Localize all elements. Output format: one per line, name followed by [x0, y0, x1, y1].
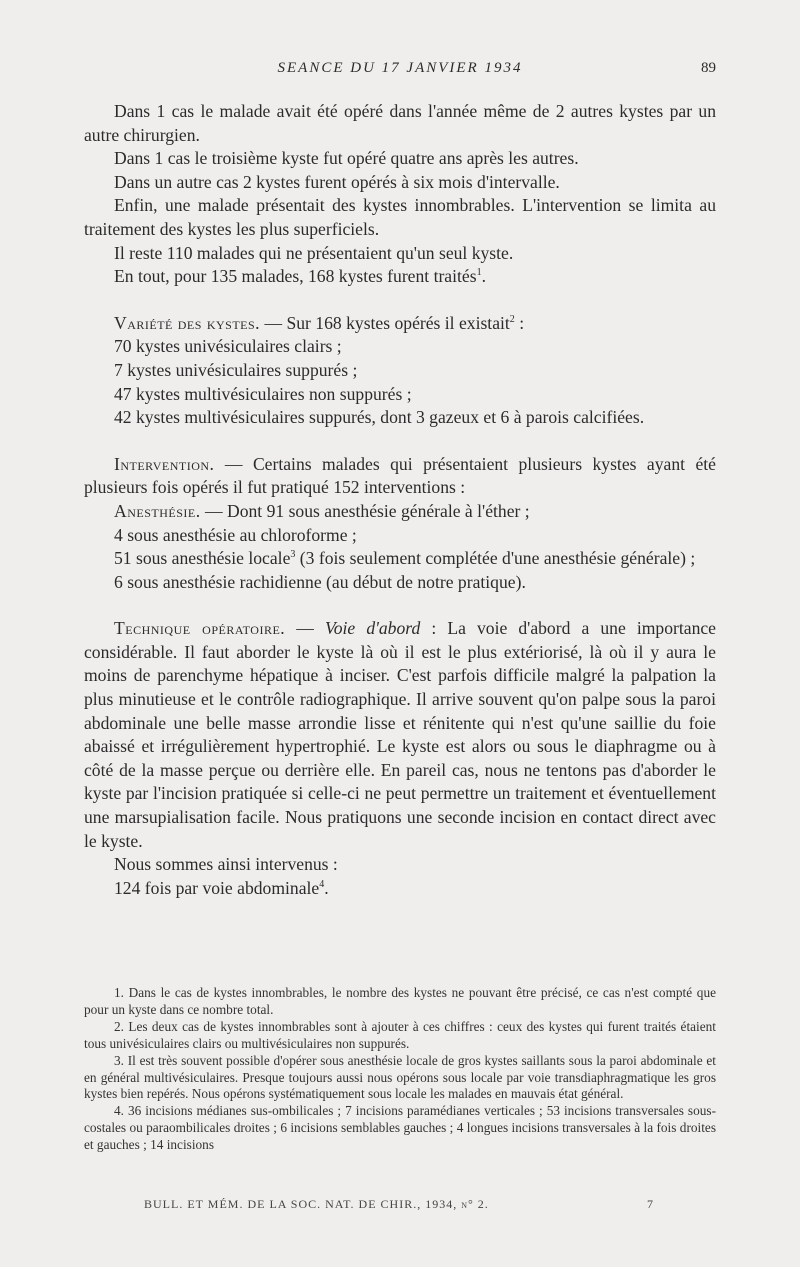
technique-line-3-a: 124 fois par voie abdominale: [114, 877, 320, 898]
anesthesie-line-3: [84, 547, 716, 571]
variete-paragraph: [84, 312, 716, 336]
intervention-paragraph: [84, 453, 716, 500]
technique-paragraph: [84, 617, 716, 853]
variete-item-1: 70 kystes univésiculaires clairs ;: [114, 336, 342, 357]
section-gap: [84, 289, 716, 312]
footnote-ref-2: 2: [509, 313, 515, 325]
signature-mark: 7: [647, 1197, 654, 1211]
technique-line-3: [84, 877, 716, 901]
paragraph-5: Il reste 110 malades qui ne présentaient qu'un seul kyste.: [114, 242, 514, 263]
variete-heading: Variété des kystes.: [114, 312, 261, 333]
variete-item-3: 47 kystes multivésiculaires non suppurés ;: [114, 383, 412, 404]
anesthesie-paragraph: [84, 500, 716, 524]
footnote-2: 2. Les deux cas de kystes innombrables sont à ajouter à ces chiffres : ceux des kystes qui furent traités étaient tous univésiculaires clairs ou multivésiculaires non suppurés.: [84, 1018, 716, 1051]
footnote-4: 4. 36 incisions médianes sus-ombilicales ; 7 incisions paramédianes verticales ; 53 incisions transversales sous-costales ou paraombilicales droites ; 6 incisions semblables gauches ; 4 longues incisions transversales à la fois droites et gauches ; 14 incisions: [84, 1103, 716, 1153]
paragraph-6: En tout, pour 135 malades, 168 kystes furent traités$^1$.: [114, 266, 486, 287]
technique-heading: Technique opératoire.: [114, 618, 286, 639]
footnotes: [84, 985, 716, 1154]
intervention-text: — Certains malades qui présentaient plusieurs kystes ayant été plusieurs fois opérés il fut pratiqué 152 interventions :: [84, 453, 716, 498]
journal-citation: BULL. ET MÉM. DE LA SOC. NAT. DE CHIR., 1934, n° 2.: [144, 1197, 489, 1211]
footnote-ref-3: 3: [290, 549, 296, 561]
technique-line-2: Nous sommes ainsi intervenus :: [114, 854, 338, 875]
footnote-ref-1: 1: [476, 267, 482, 279]
technique-dash: —: [285, 618, 325, 639]
anesthesie-heading: Anesthésie.: [114, 500, 201, 521]
anesthesie-line-4: 6 sous anesthésie rachidienne (au début de notre pratique).: [114, 571, 526, 592]
paragraph-1: Dans 1 cas le malade avait été opéré dans l'année même de 2 autres kystes par un autre chirurgien.: [84, 101, 716, 145]
intervention-heading: Intervention.: [114, 453, 215, 474]
anesthesie-text: — Dont 91 sous anesthésie générale à l'éther ;: [200, 500, 530, 521]
paragraph-3: Dans un autre cas 2 kystes furent opérés à six mois d'intervalle.: [114, 171, 560, 192]
footnote-ref-4: 4: [319, 878, 325, 890]
variete-item-4: 42 kystes multivésiculaires suppurés, dont 3 gazeux et 6 à parois calcifiées.: [114, 407, 645, 428]
variete-item-2: 7 kystes univésiculaires suppurés ;: [114, 359, 358, 380]
footnote-3: 3. Il est très souvent possible d'opérer sous anesthésie locale de gros kystes saillants sous la paroi abdominale et en général multivésiculaires. Presque toujours aussi nous opérons sous locale par voie transdiaphragmatique les gros kystes bien repérés. Nous opérons systématiquement sous locale les malades en mauvais état général.: [84, 1052, 716, 1102]
paragraph-2: Dans 1 cas le troisième kyste fut opéré quatre ans après les autres.: [114, 148, 579, 169]
paragraph-4: Enfin, une malade présentait des kystes innombrables. L'intervention se limita au traitement des kystes les plus superficiels.: [84, 195, 716, 239]
variete-intro-end: :: [514, 312, 525, 333]
technique-text: : La voie d'abord a une importance considérable. Il faut aborder le kyste là où il est le plus extériorisé, là où il y aura le moins de parenchyme hépatique à inciser. C'est parfois difficile malgré la palpation la plus minutieuse et le contrôle radiographique. Il arrive souvent qu'on palpe sous la paroi abdominale une belle masse arrondie lisse et rénitente qui n'est qu'une saillie du foie abaissé et irrégulièrement hypertrophié. Le kyste est alors ou sous le diaphragme ou à côté de la masse perçue ou derrière elle. En pareil cas, nous ne tentons pas d'aborder le kyste par l'incision pratiquée si celle-ci ne peut permettre un traitement et éventuellement une marsupialisation facile. Nous pratiquons une seconde incision en contact direct avec le kyste.: [84, 618, 716, 851]
footnote-1: 1. Dans le cas de kystes innombrables, le nombre des kystes ne pouvant être précisé, ce cas n'est compté que pour un kyste dans ce nombre total.: [84, 985, 716, 1017]
paragraph-6-text: En tout, pour 135 malades, 168 kystes furent traités: [114, 266, 477, 287]
section-gap: [84, 594, 716, 617]
variete-intro: — Sur 168 kystes opérés il existait: [260, 312, 510, 333]
running-head: [84, 60, 716, 82]
page-number: 89: [701, 60, 716, 76]
technique-line-3-b: .: [324, 877, 329, 898]
body-text: [84, 100, 716, 900]
technique-subheading: Voie d'abord: [324, 618, 421, 639]
page-footer: [84, 1197, 716, 1215]
anesthesie-line-3-a: 51 sous anesthésie locale: [114, 548, 291, 569]
section-gap: [84, 430, 716, 453]
anesthesie-line-3-b: (3 fois seulement complétée d'une anesthésie générale) ;: [295, 548, 696, 569]
running-head-title: SEANCE DU 17 JANVIER 1934: [277, 60, 523, 76]
anesthesie-line-2: 4 sous anesthésie au chloroforme ;: [114, 524, 357, 545]
